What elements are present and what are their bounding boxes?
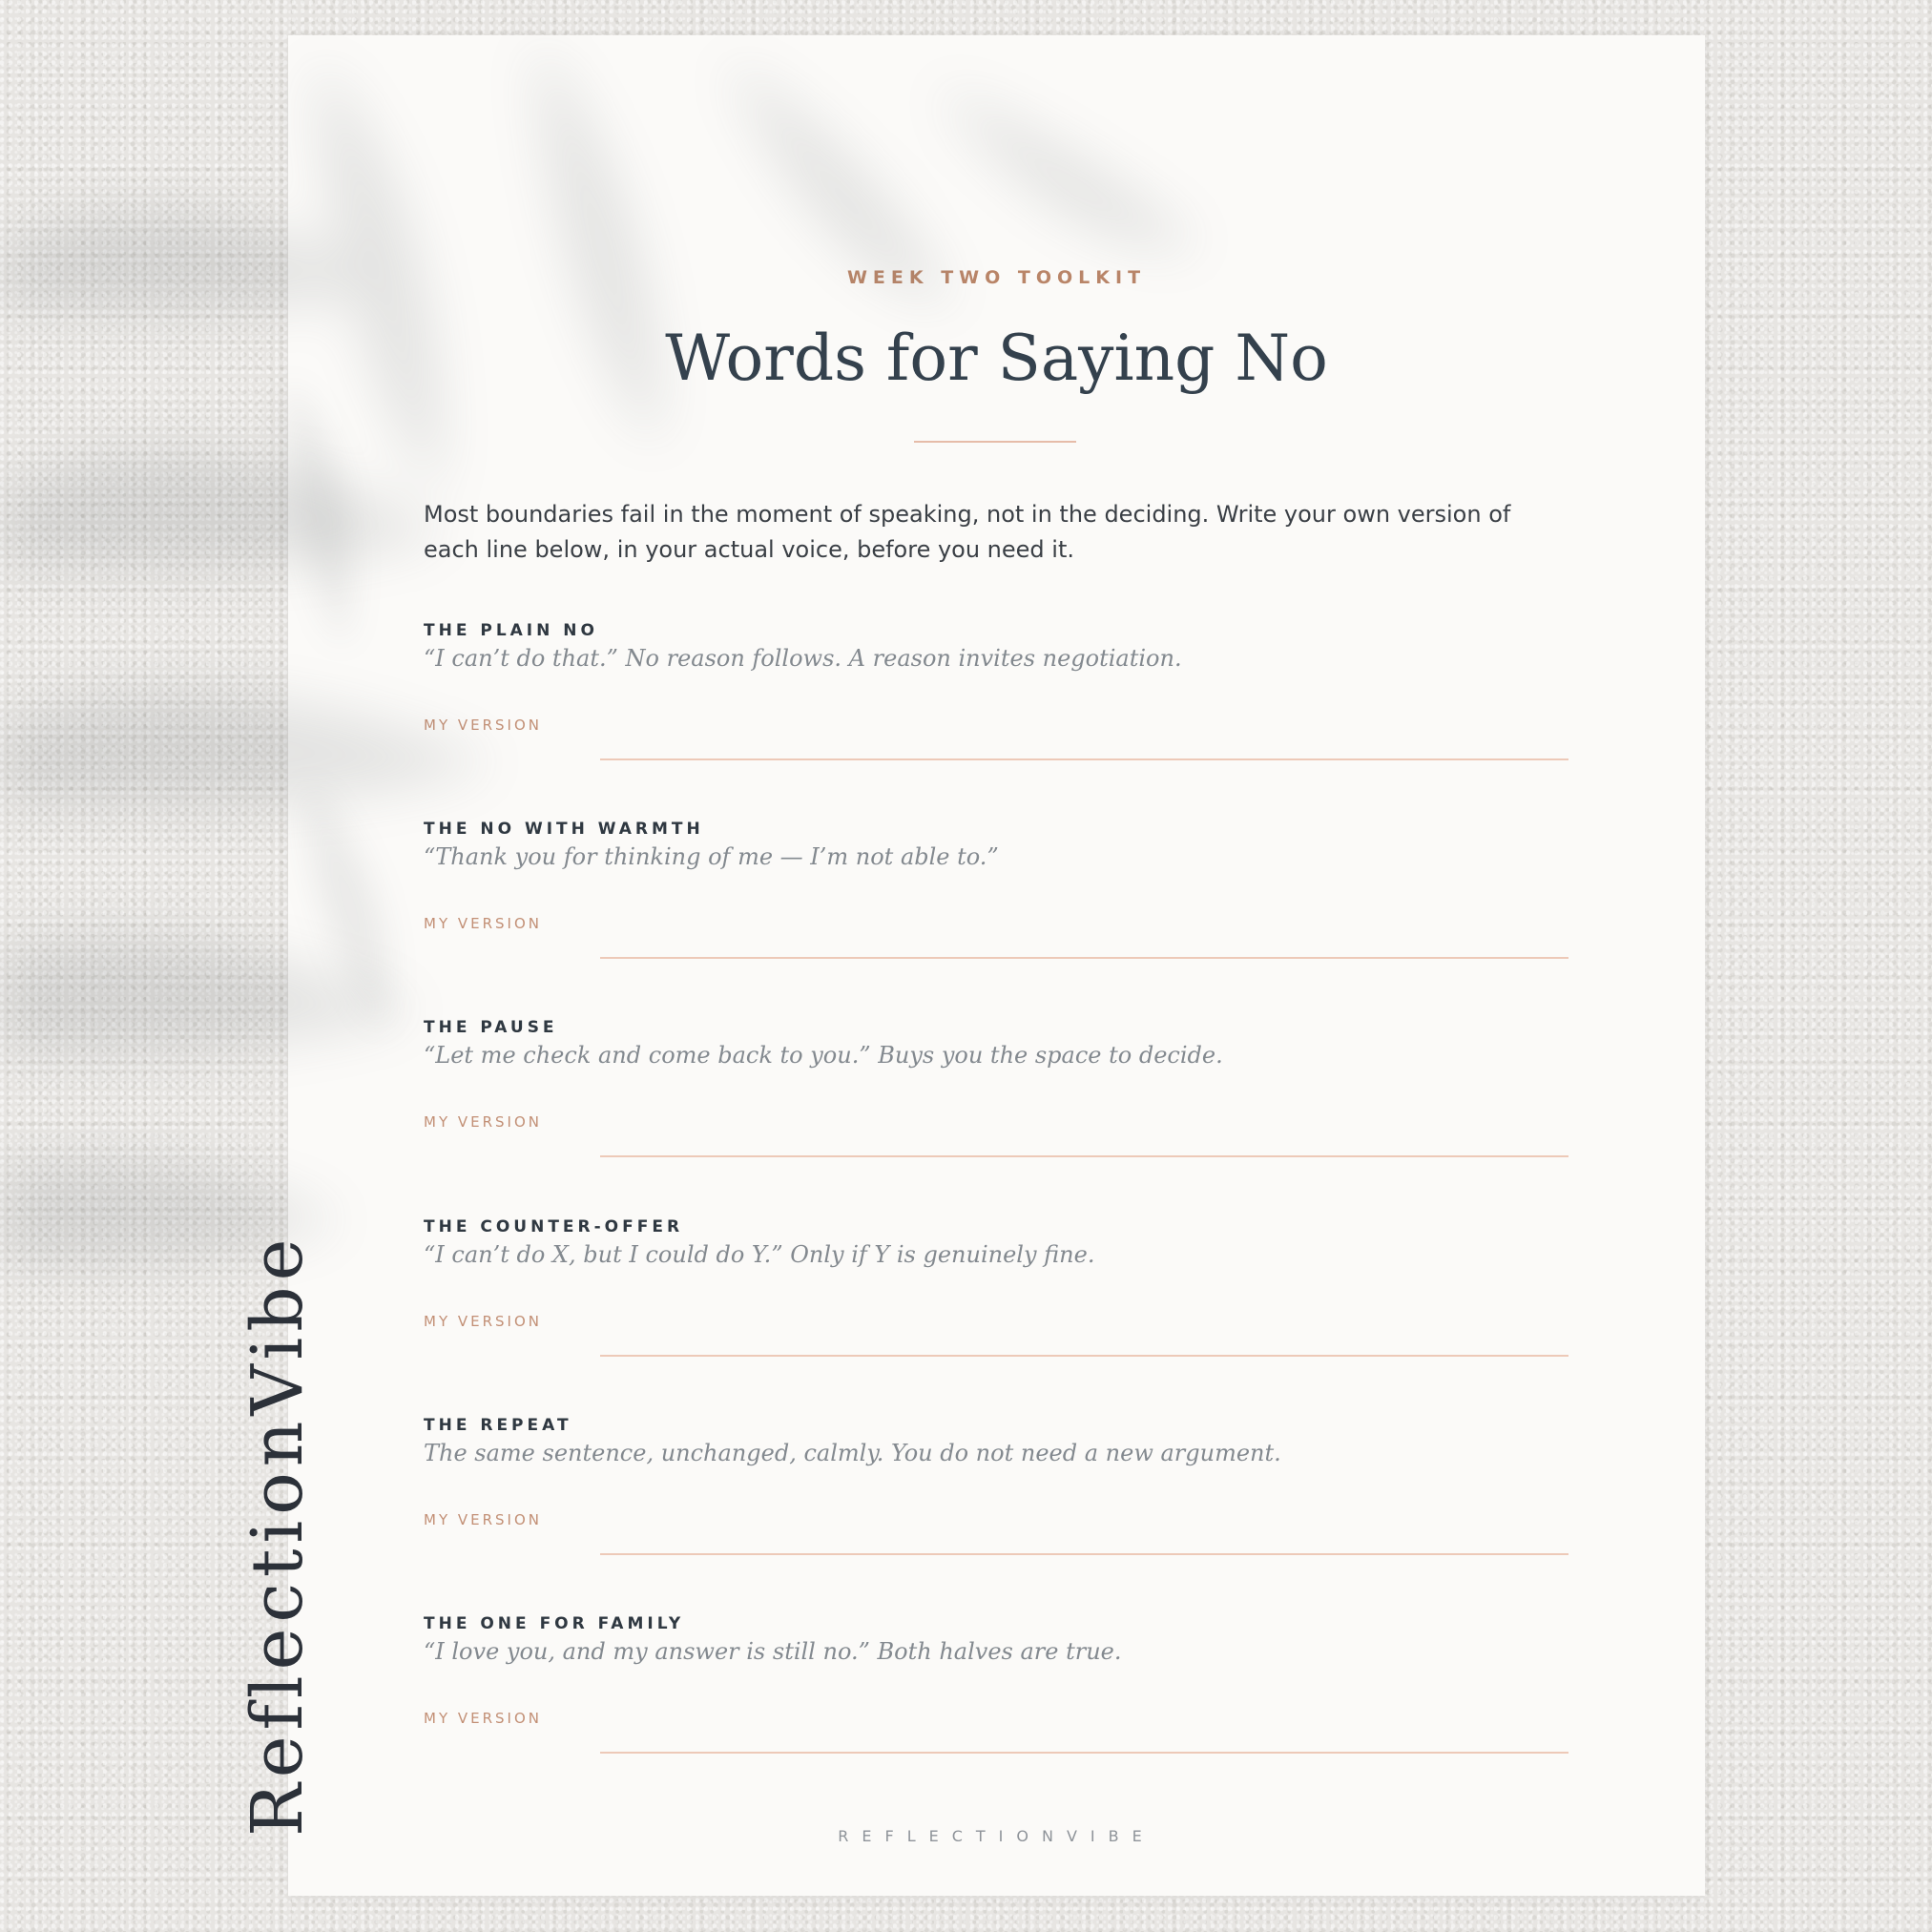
section-label: THE NO WITH WARMTH <box>424 820 704 839</box>
worksheet-title: Words for Saying No <box>665 322 1328 395</box>
my-version-writing-line[interactable] <box>600 957 1568 959</box>
section-label: THE ONE FOR FAMILY <box>424 1614 685 1633</box>
section-quote: “I can’t do X, but I could do Y.” Only if Y is genuinely fine. <box>424 1241 1095 1268</box>
section-quote: “Thank you for thinking of me — I’m not able to.” <box>424 843 999 870</box>
section-one-for-family <box>424 1614 1568 1767</box>
section-quote: The same sentence, unchanged, calmly. You do not need a new argument. <box>424 1440 1281 1466</box>
section-label: THE COUNTER-OFFER <box>424 1217 684 1236</box>
my-version-label: MY VERSION <box>424 717 543 734</box>
section-pause <box>424 1018 1568 1171</box>
brand-logotype-vertical: ReflectionVibe <box>237 1233 319 1837</box>
worksheet-page <box>288 35 1705 1896</box>
my-version-writing-line[interactable] <box>600 1752 1568 1754</box>
section-label: THE PLAIN NO <box>424 621 598 640</box>
my-version-writing-line[interactable] <box>600 1553 1568 1555</box>
my-version-label: MY VERSION <box>424 915 543 932</box>
section-quote: “Let me check and come back to you.” Buys you the space to decide. <box>424 1042 1223 1069</box>
my-version-label: MY VERSION <box>424 1313 543 1330</box>
title-divider <box>914 441 1076 443</box>
my-version-writing-line[interactable] <box>600 1355 1568 1357</box>
section-label: THE REPEAT <box>424 1416 572 1435</box>
my-version-label: MY VERSION <box>424 1511 543 1528</box>
my-version-writing-line[interactable] <box>600 1155 1568 1157</box>
my-version-writing-line[interactable] <box>600 758 1568 760</box>
my-version-label: MY VERSION <box>424 1710 543 1727</box>
section-plain-no <box>424 621 1568 774</box>
section-label: THE PAUSE <box>424 1018 558 1037</box>
section-quote: “I love you, and my answer is still no.” Both halves are true. <box>424 1638 1122 1665</box>
worksheet-footer: REFLECTIONVIBE <box>838 1827 1155 1845</box>
worksheet-kicker: WEEK TWO TOOLKIT <box>846 267 1147 288</box>
section-counter-offer <box>424 1217 1568 1370</box>
section-quote: “I can’t do that.” No reason follows. A reason invites negotiation. <box>424 645 1182 672</box>
my-version-label: MY VERSION <box>424 1113 543 1131</box>
intro-paragraph: Most boundaries fail in the moment of speaking, not in the deciding. Write your own version of each line below, in your actual voice, before you need it. <box>424 501 1511 563</box>
section-no-with-warmth <box>424 820 1568 972</box>
section-repeat <box>424 1416 1568 1568</box>
